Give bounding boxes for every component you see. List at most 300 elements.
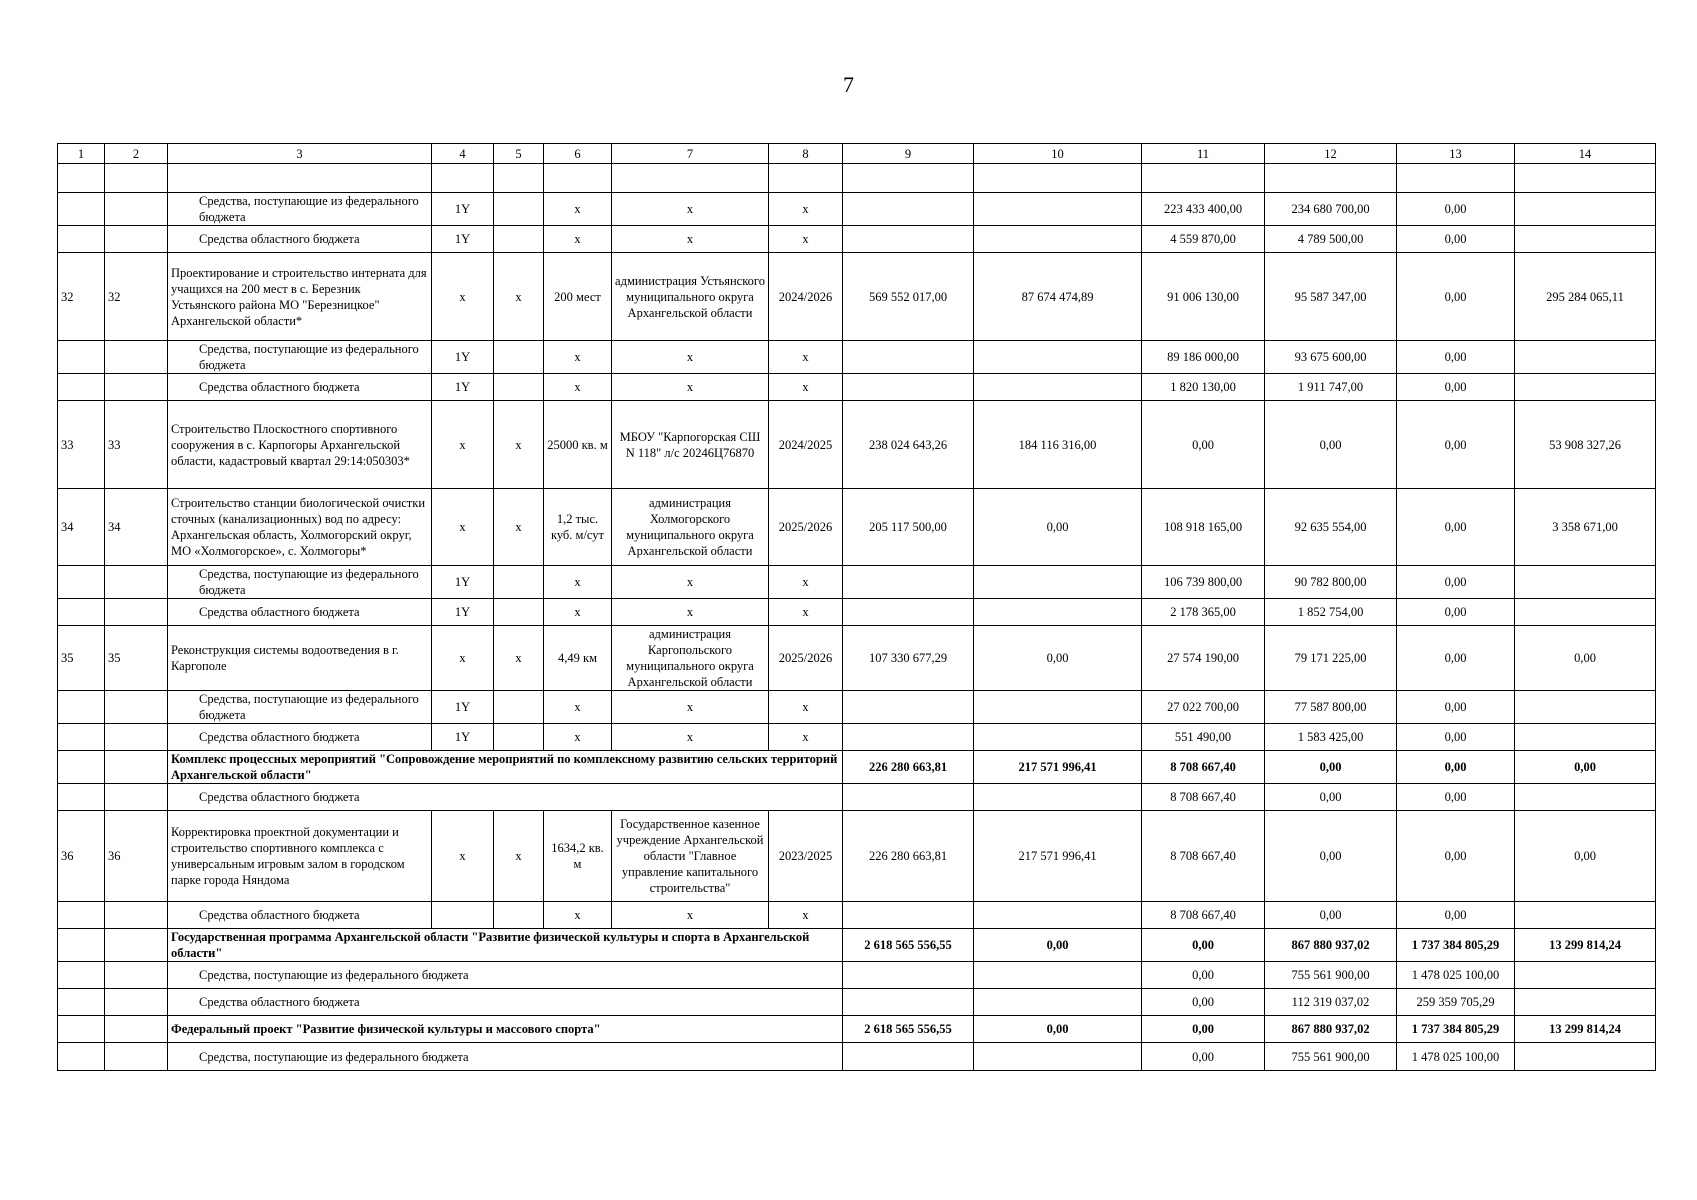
header-cell: 4: [432, 144, 494, 164]
table-cell: 8 708 667,40: [1142, 784, 1265, 811]
table-cell: [105, 784, 168, 811]
table-cell: 87 674 474,89: [974, 253, 1142, 341]
table-cell: [974, 193, 1142, 226]
table-row: [58, 751, 1656, 784]
table-row: [58, 962, 1656, 989]
table-cell: 259 359 705,29: [1397, 989, 1515, 1016]
table-cell: х: [544, 374, 612, 401]
table-cell: [843, 989, 974, 1016]
table-cell: [494, 724, 544, 751]
table-cell: х: [612, 599, 769, 626]
table-cell: 1 478 025 100,00: [1397, 962, 1515, 989]
table-cell: 200 мест: [544, 253, 612, 341]
table-cell: 2024/2025: [769, 401, 843, 489]
table-cell: 1 478 025 100,00: [1397, 1043, 1515, 1071]
table-cell: х: [432, 253, 494, 341]
header-cell: 14: [1515, 144, 1656, 164]
table-row: [58, 226, 1656, 253]
table-cell: [105, 1043, 168, 1071]
table-cell: [1515, 902, 1656, 929]
table-cell: 0,00: [1515, 751, 1656, 784]
table-cell: [494, 599, 544, 626]
table-cell: [843, 226, 974, 253]
table-cell: 295 284 065,11: [1515, 253, 1656, 341]
table-cell: Средства областного бюджета: [168, 784, 843, 811]
table-cell: 755 561 900,00: [1265, 962, 1397, 989]
table-cell: Проектирование и строительство интерната для учащихся на 200 мест в с. Березник Устьянского района МО "Березницкое" Архангельской области*: [168, 253, 432, 341]
table-cell: [1515, 691, 1656, 724]
table-cell: 4 789 500,00: [1265, 226, 1397, 253]
header-cell: 5: [494, 144, 544, 164]
table-cell: [58, 902, 105, 929]
table-cell: [105, 566, 168, 599]
table-cell: 0,00: [974, 1016, 1142, 1043]
table-cell: [843, 566, 974, 599]
table-cell: х: [769, 599, 843, 626]
table-cell: МБОУ "Карпогорская СШ N 118" л/с 20246Ц76870: [612, 401, 769, 489]
table-cell: Средства областного бюджета: [168, 724, 432, 751]
page-number: 7: [843, 72, 854, 97]
table-cell: 1Y: [432, 566, 494, 599]
table-cell: [494, 226, 544, 253]
table-cell: 13 299 814,24: [1515, 1016, 1656, 1043]
table-cell: 0,00: [1397, 193, 1515, 226]
header-cell: 11: [1142, 144, 1265, 164]
table-cell: 32: [58, 253, 105, 341]
table-cell: х: [612, 193, 769, 226]
table-cell: 4,49 км: [544, 626, 612, 691]
table-cell: 107 330 677,29: [843, 626, 974, 691]
table-cell: х: [544, 724, 612, 751]
table-cell: [494, 691, 544, 724]
table-cell: [843, 962, 974, 989]
table-cell: 1Y: [432, 374, 494, 401]
table-cell: х: [769, 226, 843, 253]
table-cell: 1 583 425,00: [1265, 724, 1397, 751]
table-cell: [843, 1043, 974, 1071]
table-cell: Средства, поступающие из федерального бюджета: [168, 962, 843, 989]
table-cell: 0,00: [1397, 253, 1515, 341]
table-cell: [494, 902, 544, 929]
table-row: [58, 929, 1656, 962]
table-cell: [494, 193, 544, 226]
table-cell: 0,00: [1142, 962, 1265, 989]
table-cell: 0,00: [1397, 226, 1515, 253]
table-cell: 36: [105, 811, 168, 902]
table-cell: 226 280 663,81: [843, 751, 974, 784]
table-cell: 35: [58, 626, 105, 691]
table-cell: х: [432, 489, 494, 566]
table-cell: 93 675 600,00: [1265, 341, 1397, 374]
table-cell: [843, 193, 974, 226]
table-cell: 0,00: [1397, 691, 1515, 724]
table-cell: 33: [105, 401, 168, 489]
table-cell: [105, 962, 168, 989]
table-row: [58, 811, 1656, 902]
table-cell: [974, 566, 1142, 599]
table-cell: [974, 724, 1142, 751]
table-row: [58, 341, 1656, 374]
table-cell: [58, 599, 105, 626]
table-cell: х: [769, 341, 843, 374]
table-cell: [1515, 1043, 1656, 1071]
table-cell: х: [769, 566, 843, 599]
table-cell: [612, 164, 769, 193]
table-cell: 184 116 316,00: [974, 401, 1142, 489]
table-cell: 0,00: [1397, 724, 1515, 751]
table-cell: [974, 374, 1142, 401]
table-cell: [1515, 226, 1656, 253]
table-cell: 79 171 225,00: [1265, 626, 1397, 691]
table-cell: 2 178 365,00: [1142, 599, 1265, 626]
table-cell: 0,00: [974, 929, 1142, 962]
table-cell: х: [769, 193, 843, 226]
table-row: [58, 784, 1656, 811]
table-cell: [58, 1016, 105, 1043]
table-cell: 34: [105, 489, 168, 566]
table-cell: [58, 164, 105, 193]
table-cell: администрация Холмогорского муниципального округа Архангельской области: [612, 489, 769, 566]
table-cell: 112 319 037,02: [1265, 989, 1397, 1016]
table-cell: х: [544, 599, 612, 626]
table-cell: 108 918 165,00: [1142, 489, 1265, 566]
table-cell: [168, 164, 432, 193]
table-cell: х: [612, 226, 769, 253]
table-cell: 92 635 554,00: [1265, 489, 1397, 566]
table-cell: [974, 691, 1142, 724]
table-cell: [974, 989, 1142, 1016]
table-cell: 1Y: [432, 341, 494, 374]
table-cell: [974, 599, 1142, 626]
table-cell: [58, 193, 105, 226]
table-cell: Корректировка проектной документации и строительство спортивного комплекса с универсальным игровым залом в городском парке города Няндома: [168, 811, 432, 902]
table-cell: х: [494, 489, 544, 566]
table-cell: 0,00: [1397, 374, 1515, 401]
table-cell: [58, 374, 105, 401]
table-cell: [105, 193, 168, 226]
table-cell: [58, 989, 105, 1016]
table-cell: х: [544, 341, 612, 374]
table-cell: администрация Каргопольского муниципального округа Архангельской области: [612, 626, 769, 691]
table-row: [58, 902, 1656, 929]
table-cell: [843, 724, 974, 751]
table-cell: [494, 566, 544, 599]
table-cell: 1634,2 кв. м: [544, 811, 612, 902]
table-cell: 1Y: [432, 599, 494, 626]
table-cell: [843, 902, 974, 929]
table-cell: 0,00: [1142, 1043, 1265, 1071]
table-cell: 0,00: [1515, 626, 1656, 691]
table-cell: [1515, 566, 1656, 599]
table-cell: [494, 374, 544, 401]
table-cell: 34: [58, 489, 105, 566]
table-cell: [1265, 164, 1397, 193]
table-cell: 2023/2025: [769, 811, 843, 902]
table-cell: х: [494, 401, 544, 489]
table-cell: [58, 566, 105, 599]
table-cell: 35: [105, 626, 168, 691]
table-cell: х: [432, 811, 494, 902]
table-cell: Средства, поступающие из федерального бюджета: [168, 193, 432, 226]
table-cell: 13 299 814,24: [1515, 929, 1656, 962]
table-cell: 226 280 663,81: [843, 811, 974, 902]
table-cell: 0,00: [1265, 401, 1397, 489]
table-cell: [1515, 599, 1656, 626]
table-cell: 1 737 384 805,29: [1397, 929, 1515, 962]
table-cell: 0,00: [1142, 401, 1265, 489]
header-cell: 3: [168, 144, 432, 164]
table-cell: [843, 784, 974, 811]
table-cell: х: [432, 626, 494, 691]
table-cell: х: [769, 724, 843, 751]
table-cell: х: [612, 341, 769, 374]
table-cell: [105, 374, 168, 401]
table-cell: 0,00: [1397, 489, 1515, 566]
table-cell: [494, 164, 544, 193]
table-cell: 36: [58, 811, 105, 902]
table-cell: 1 852 754,00: [1265, 599, 1397, 626]
table-cell: 217 571 996,41: [974, 811, 1142, 902]
table-cell: 1 820 130,00: [1142, 374, 1265, 401]
budget-table: [57, 143, 1656, 1071]
table-cell: 8 708 667,40: [1142, 751, 1265, 784]
table-cell: Средства, поступающие из федерального бюджета: [168, 566, 432, 599]
table-cell: 0,00: [1265, 811, 1397, 902]
table-row: [58, 374, 1656, 401]
table-cell: х: [612, 566, 769, 599]
table-cell: [544, 164, 612, 193]
table-cell: [58, 226, 105, 253]
table-cell: [769, 164, 843, 193]
table-cell: 3 358 671,00: [1515, 489, 1656, 566]
table-cell: 106 739 800,00: [1142, 566, 1265, 599]
table-cell: 27 574 190,00: [1142, 626, 1265, 691]
table-cell: Средства, поступающие из федерального бюджета: [168, 1043, 843, 1071]
table-cell: 0,00: [1397, 902, 1515, 929]
table-cell: [843, 341, 974, 374]
header-cell: 8: [769, 144, 843, 164]
table-cell: Федеральный проект "Развитие физической культуры и массового спорта": [168, 1016, 843, 1043]
table-cell: [58, 751, 105, 784]
table-cell: 0,00: [1142, 989, 1265, 1016]
header-cell: 9: [843, 144, 974, 164]
table-cell: [1515, 164, 1656, 193]
table-cell: [105, 724, 168, 751]
table-cell: [1142, 164, 1265, 193]
table-cell: 223 433 400,00: [1142, 193, 1265, 226]
table-cell: 0,00: [974, 626, 1142, 691]
table-cell: 1Y: [432, 226, 494, 253]
table-cell: х: [612, 724, 769, 751]
header-cell: 6: [544, 144, 612, 164]
table-cell: 2025/2026: [769, 626, 843, 691]
table-cell: 8 708 667,40: [1142, 811, 1265, 902]
table-cell: 0,00: [1397, 811, 1515, 902]
table-cell: [1515, 724, 1656, 751]
table-cell: [58, 929, 105, 962]
table-row: [58, 489, 1656, 566]
table-row: [58, 691, 1656, 724]
table-cell: 1Y: [432, 724, 494, 751]
table-cell: 0,00: [1142, 1016, 1265, 1043]
table-cell: [1515, 784, 1656, 811]
table-cell: Строительство станции биологической очистки сточных (канализационных) вод по адресу: Архангельская область, Холмогорский округ, МО «Холмогорское», с. Холмогоры*: [168, 489, 432, 566]
table-cell: 91 006 130,00: [1142, 253, 1265, 341]
table-cell: [58, 784, 105, 811]
table-cell: [1515, 341, 1656, 374]
table-cell: [1515, 989, 1656, 1016]
table-cell: [974, 226, 1142, 253]
table-cell: [105, 989, 168, 1016]
table-cell: х: [769, 902, 843, 929]
header-row: [58, 144, 1656, 164]
header-cell: 10: [974, 144, 1142, 164]
table-cell: х: [544, 193, 612, 226]
table-cell: [432, 902, 494, 929]
table-row: [58, 1043, 1656, 1071]
table-cell: 234 680 700,00: [1265, 193, 1397, 226]
table-row: [58, 599, 1656, 626]
table-cell: 32: [105, 253, 168, 341]
table-cell: 25000 кв. м: [544, 401, 612, 489]
table-cell: 867 880 937,02: [1265, 1016, 1397, 1043]
table-cell: [58, 1043, 105, 1071]
table-cell: 205 117 500,00: [843, 489, 974, 566]
table-row: [58, 989, 1656, 1016]
table-cell: Средства, поступающие из федерального бюджета: [168, 341, 432, 374]
table-cell: Средства областного бюджета: [168, 902, 432, 929]
header-cell: 1: [58, 144, 105, 164]
table-cell: 867 880 937,02: [1265, 929, 1397, 962]
table-cell: [843, 164, 974, 193]
table-cell: Средства областного бюджета: [168, 599, 432, 626]
table-cell: х: [544, 691, 612, 724]
table-cell: [58, 962, 105, 989]
table-cell: 27 022 700,00: [1142, 691, 1265, 724]
table-cell: 551 490,00: [1142, 724, 1265, 751]
table-cell: 0,00: [974, 489, 1142, 566]
table-cell: х: [612, 374, 769, 401]
table-cell: [974, 1043, 1142, 1071]
table-cell: [1397, 164, 1515, 193]
table-cell: 2024/2026: [769, 253, 843, 341]
table-cell: 77 587 800,00: [1265, 691, 1397, 724]
table-cell: 0,00: [1397, 626, 1515, 691]
table-cell: [494, 341, 544, 374]
table-cell: Средства областного бюджета: [168, 226, 432, 253]
table-cell: х: [612, 691, 769, 724]
table-cell: 0,00: [1397, 784, 1515, 811]
table-cell: 33: [58, 401, 105, 489]
table-cell: [105, 1016, 168, 1043]
table-cell: Государственная программа Архангельской области "Развитие физической культуры и спорта в Архангельской области": [168, 929, 843, 962]
table-cell: [974, 962, 1142, 989]
table-cell: х: [612, 902, 769, 929]
table-cell: х: [432, 401, 494, 489]
table-cell: [843, 691, 974, 724]
table-cell: [1515, 193, 1656, 226]
table-row: [58, 253, 1656, 341]
table-cell: [843, 374, 974, 401]
table-cell: 89 186 000,00: [1142, 341, 1265, 374]
table-cell: [974, 902, 1142, 929]
table-cell: 569 552 017,00: [843, 253, 974, 341]
table-cell: 0,00: [1265, 902, 1397, 929]
table-cell: [1515, 962, 1656, 989]
table-cell: х: [544, 566, 612, 599]
header-cell: 12: [1265, 144, 1397, 164]
table-cell: [105, 226, 168, 253]
table-cell: 1Y: [432, 691, 494, 724]
table-cell: 0,00: [1397, 751, 1515, 784]
table-cell: [105, 691, 168, 724]
table-cell: 0,00: [1515, 811, 1656, 902]
table-cell: 4 559 870,00: [1142, 226, 1265, 253]
table-cell: Средства областного бюджета: [168, 374, 432, 401]
table-cell: [974, 164, 1142, 193]
table-row: [58, 164, 1656, 193]
table-row: [58, 1016, 1656, 1043]
table-cell: х: [769, 374, 843, 401]
table-cell: 0,00: [1265, 751, 1397, 784]
table-cell: 1 911 747,00: [1265, 374, 1397, 401]
table-cell: 2 618 565 556,55: [843, 1016, 974, 1043]
table-cell: Комплекс процессных мероприятий "Сопровождение мероприятий по комплексному развитию сельских территорий Архангельской области": [168, 751, 843, 784]
table-cell: 238 024 643,26: [843, 401, 974, 489]
table-cell: 95 587 347,00: [1265, 253, 1397, 341]
table-cell: [105, 751, 168, 784]
table-cell: 0,00: [1397, 599, 1515, 626]
table-cell: 1,2 тыс. куб. м/сут: [544, 489, 612, 566]
table-cell: 1Y: [432, 193, 494, 226]
table-row: [58, 566, 1656, 599]
table-cell: 0,00: [1142, 929, 1265, 962]
table-cell: х: [544, 226, 612, 253]
table-row: [58, 626, 1656, 691]
table-cell: х: [494, 811, 544, 902]
table-cell: [58, 691, 105, 724]
table-cell: [58, 341, 105, 374]
table-cell: 0,00: [1397, 566, 1515, 599]
table-cell: [105, 164, 168, 193]
table-cell: [58, 724, 105, 751]
table-cell: 0,00: [1265, 784, 1397, 811]
table-row: [58, 724, 1656, 751]
table-cell: [1515, 374, 1656, 401]
table-cell: [843, 599, 974, 626]
table-cell: Строительство Плоскостного спортивного сооружения в с. Карпогоры Архангельской области, кадастровый квартал 29:14:050303*: [168, 401, 432, 489]
table-cell: Средства, поступающие из федерального бюджета: [168, 691, 432, 724]
table-cell: Средства областного бюджета: [168, 989, 843, 1016]
table-cell: 90 782 800,00: [1265, 566, 1397, 599]
table-cell: 2 618 565 556,55: [843, 929, 974, 962]
table-cell: Реконструкция системы водоотведения в г. Каргополе: [168, 626, 432, 691]
table-cell: х: [544, 902, 612, 929]
table-cell: 8 708 667,40: [1142, 902, 1265, 929]
header-cell: 13: [1397, 144, 1515, 164]
table-cell: [974, 784, 1142, 811]
header-cell: 7: [612, 144, 769, 164]
table-cell: х: [769, 691, 843, 724]
table-cell: [974, 341, 1142, 374]
table-cell: 0,00: [1397, 341, 1515, 374]
table-cell: 0,00: [1397, 401, 1515, 489]
table-cell: [105, 341, 168, 374]
table-cell: [105, 599, 168, 626]
table-cell: 217 571 996,41: [974, 751, 1142, 784]
table-cell: [105, 902, 168, 929]
table-row: [58, 401, 1656, 489]
